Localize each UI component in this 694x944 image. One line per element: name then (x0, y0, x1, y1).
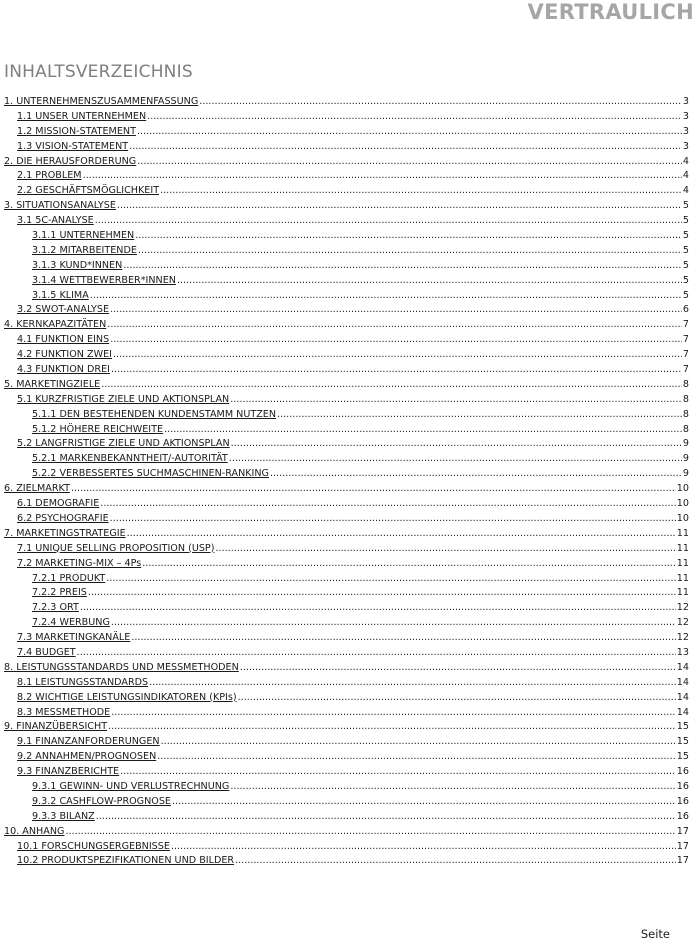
toc-entry-title[interactable]: 7.2.3 ORT (32, 602, 79, 614)
toc-dot-leader (230, 393, 682, 408)
toc-entry[interactable] (4, 259, 689, 274)
toc-entry-page[interactable]: 9 (682, 468, 689, 480)
toc-entry-title[interactable]: 3.1.5 KLIMA (32, 289, 89, 301)
toc-entry-page[interactable]: 4 (682, 185, 689, 197)
toc-entry[interactable] (4, 527, 689, 542)
toc-entry-title[interactable]: 6.1 DEMOGRAFIE (17, 498, 100, 510)
toc-dot-leader (230, 780, 675, 795)
toc-dot-leader (277, 408, 682, 423)
toc-entry-title[interactable]: 2. DIE HERAUSFORDERUNG (4, 155, 137, 167)
toc-entry-page[interactable]: 8 (682, 408, 689, 420)
toc-entry-title[interactable]: 5.1 KURZFRISTIGE ZIELE UND AKTIONSPLAN (17, 393, 230, 405)
toc-entry[interactable] (4, 95, 689, 110)
toc-dot-leader (270, 467, 682, 482)
toc-entry-title[interactable]: 9.2 ANNAHMEN/PROGNOSEN (17, 751, 157, 763)
toc-entry[interactable] (4, 601, 689, 616)
toc-entry-page[interactable]: 5 (682, 244, 689, 256)
toc-entry[interactable] (4, 199, 689, 214)
toc-entry-page[interactable]: 15 (676, 736, 689, 748)
toc-entry-page[interactable]: 11 (676, 527, 689, 539)
toc-entry-page[interactable]: 8 (682, 423, 689, 435)
toc-entry-page[interactable]: 10 (676, 498, 689, 510)
toc-entry-title[interactable]: 1. UNTERNEHMENSZUSAMMENFASSUNG (4, 96, 199, 107)
toc-entry-title[interactable]: 6.2 PSYCHOGRAFIE (17, 512, 109, 524)
toc-dot-leader (117, 199, 682, 214)
toc-entry[interactable] (4, 825, 689, 840)
toc-dot-leader (101, 378, 682, 393)
toc-dot-leader (96, 810, 676, 825)
toc-dot-leader (111, 363, 682, 378)
toc-entry-title[interactable]: 8.1 LEISTUNGSSTANDARDS (17, 676, 149, 688)
toc-entry-title[interactable]: 7.2 MARKETING-MIX – 4Ps (17, 557, 142, 569)
confidential-label: VERTRAULICH (527, 0, 694, 24)
toc-entry-page[interactable]: 4 (682, 170, 689, 182)
toc-entry-page[interactable]: 11 (676, 542, 689, 554)
toc-dot-leader (65, 825, 675, 840)
toc-entry[interactable] (4, 378, 689, 393)
toc-entry-page[interactable]: 5 (682, 200, 689, 212)
toc-entry[interactable] (4, 735, 689, 750)
toc-dot-leader (88, 586, 676, 601)
toc-entry-title[interactable]: 5.1.2 HÖHERE REICHWEITE (32, 423, 164, 435)
toc-entry[interactable] (4, 214, 689, 229)
toc-dot-leader (177, 274, 682, 289)
toc-entry-title[interactable]: 3.1.1 UNTERNEHMEN (32, 230, 135, 242)
toc-entry-page[interactable]: 10 (676, 483, 689, 495)
toc-entry[interactable] (4, 169, 689, 184)
toc-dot-leader (157, 750, 676, 765)
toc-entry[interactable] (4, 393, 689, 408)
toc-entry[interactable] (4, 854, 689, 869)
toc-entry[interactable] (4, 140, 689, 155)
toc-entry-title[interactable]: 6. ZIELMARKT (4, 483, 70, 495)
toc-dot-leader (106, 572, 676, 587)
toc-entry[interactable] (4, 363, 689, 378)
toc-entry-page[interactable]: 7 (682, 364, 689, 376)
toc-entry-title[interactable]: 9.3 FINANZBERICHTE (17, 766, 120, 778)
toc-dot-leader (95, 214, 682, 229)
toc-entry[interactable] (4, 437, 689, 452)
toc-entry[interactable] (4, 661, 689, 676)
toc-entry-page[interactable]: 11 (676, 587, 689, 599)
toc-entry-title[interactable]: 1.3 VISION-STATEMENT (17, 140, 129, 152)
toc-entry[interactable] (4, 676, 689, 691)
toc-entry-page[interactable]: 15 (676, 751, 689, 763)
toc-entry-title[interactable]: 9.3.3 BILANZ (32, 810, 95, 822)
toc-entry-title[interactable]: 9.3.1 GEWINN- UND VERLUSTRECHNUNG (32, 780, 230, 792)
toc-dot-leader (120, 765, 676, 780)
toc-entry-page[interactable]: 3 (682, 110, 689, 122)
toc-dot-leader (149, 676, 676, 691)
toc-entry-page[interactable]: 14 (676, 676, 689, 688)
toc-dot-leader (138, 244, 682, 259)
toc-entry-title[interactable]: 8.2 WICHTIGE LEISTUNGSINDIKATOREN (KPIs) (17, 691, 237, 703)
toc-entry[interactable] (4, 840, 689, 855)
toc-dot-leader (172, 795, 676, 810)
toc-dot-leader (108, 720, 676, 735)
toc-entry[interactable] (4, 795, 689, 810)
toc-dot-leader (100, 497, 676, 512)
toc-dot-leader (135, 229, 682, 244)
toc-entry-title[interactable]: 3. SITUATIONSANALYSE (4, 200, 116, 212)
toc-entry[interactable] (4, 408, 689, 423)
toc-entry-title[interactable]: 5.2 LANGFRISTIGE ZIELE UND AKTIONSPLAN (17, 438, 230, 450)
toc-entry-title[interactable]: 7.2.2 PREIS (32, 587, 87, 599)
toc-entry-page[interactable]: 7 (682, 334, 689, 346)
toc-entry-title[interactable]: 10. ANHANG (4, 825, 65, 837)
toc-entry[interactable] (4, 155, 689, 170)
toc-dot-leader (231, 437, 682, 452)
toc-entry-page[interactable]: 7 (682, 349, 689, 361)
toc-entry-title[interactable]: 7. MARKETINGSTRATEGIE (4, 527, 126, 539)
toc-entry-title[interactable]: 5.2.1 MARKENBEKANNTHEIT/-AUTORITÄT (32, 453, 228, 465)
toc-dot-leader (160, 184, 682, 199)
toc-entry-page[interactable]: 12 (676, 617, 689, 629)
toc-entry-title[interactable]: 4.2 FUNKTION ZWEI (17, 349, 112, 361)
toc-entry-page[interactable]: 8 (682, 393, 689, 405)
toc-entry-page[interactable]: 14 (676, 691, 689, 703)
toc-dot-leader (77, 646, 676, 661)
toc-dot-leader (142, 557, 676, 572)
toc-entry[interactable] (4, 289, 689, 304)
toc-dot-leader (113, 348, 682, 363)
toc-entry[interactable] (4, 184, 689, 199)
toc-dot-leader (123, 259, 682, 274)
toc-entry[interactable] (4, 586, 689, 601)
toc-dot-leader (199, 95, 682, 110)
toc-dot-leader (110, 333, 682, 348)
toc-dot-leader (80, 601, 676, 616)
toc-dot-leader (71, 482, 676, 497)
toc-entry[interactable] (4, 110, 689, 125)
toc-entry-title[interactable]: 7.2.1 PRODUKT (32, 572, 106, 584)
toc-entry-page[interactable]: 9 (682, 438, 689, 450)
toc-dot-leader (240, 661, 676, 676)
toc-entry[interactable] (4, 467, 689, 482)
toc-entry-page[interactable]: 12 (676, 602, 689, 614)
toc-entry[interactable] (4, 542, 689, 557)
toc-entry-title[interactable]: 7.4 BUDGET (17, 646, 76, 658)
toc-dot-leader (229, 452, 682, 467)
toc-entry[interactable] (4, 303, 689, 318)
toc-dot-leader (171, 840, 676, 855)
toc-entry-page[interactable]: 10 (676, 512, 689, 524)
toc-entry-title[interactable]: 8. LEISTUNGSSTANDARDS UND MESSMETHODEN (4, 661, 239, 673)
toc-entry-title[interactable]: 2.1 PROBLEM (17, 170, 82, 182)
toc-entry-title[interactable]: 4.1 FUNKTION EINS (17, 334, 110, 346)
toc-entry-page[interactable]: 16 (676, 780, 689, 792)
toc-entry-page[interactable]: 5 (682, 274, 689, 286)
toc-entry-page[interactable]: 17 (676, 840, 689, 852)
toc-entry-page[interactable]: 9 (682, 453, 689, 465)
toc-entry-title[interactable]: 1.2 MISSION-STATEMENT (17, 125, 136, 137)
toc-entry-title[interactable]: 7.3 MARKETINGKANÄLE (17, 632, 131, 644)
toc-entry[interactable] (4, 810, 689, 825)
toc-dot-leader (161, 735, 676, 750)
toc-entry[interactable] (4, 572, 689, 587)
toc-dot-leader (235, 854, 676, 869)
toc-dot-leader (147, 110, 682, 125)
toc-entry-title[interactable]: 10.2 PRODUKTSPEZIFIKATIONEN UND BILDER (17, 855, 235, 867)
toc-dot-leader (137, 155, 682, 170)
toc-entry[interactable] (4, 616, 689, 631)
toc-entry-page[interactable]: 7 (682, 319, 689, 331)
toc-entry[interactable] (4, 706, 689, 721)
toc-entry-title[interactable]: 3.1.3 KUND*INNEN (32, 259, 123, 271)
toc-entry-page[interactable]: 3 (682, 125, 689, 137)
toc-dot-leader (127, 527, 676, 542)
toc-entry-page[interactable]: 16 (676, 810, 689, 822)
toc-dot-leader (90, 289, 682, 304)
toc-dot-leader (111, 706, 676, 721)
toc-dot-leader (131, 631, 675, 646)
toc-heading: INHALTSVERZEICHNIS (4, 62, 193, 82)
toc-entry[interactable] (4, 229, 689, 244)
toc-entry-title[interactable]: 3.2 SWOT-ANALYSE (17, 304, 110, 316)
toc-entry-title[interactable]: 9. FINANZÜBERSICHT (4, 721, 108, 733)
toc-entry-title[interactable]: 7.2.4 WERBUNG (32, 617, 110, 629)
toc-entry-title[interactable]: 9.3.2 CASHFLOW-PROGNOSE (32, 795, 171, 807)
toc-entry[interactable] (4, 631, 689, 646)
toc-entry[interactable] (4, 720, 689, 735)
toc-entry[interactable] (4, 423, 689, 438)
toc-entry-title[interactable]: 5.2.2 VERBESSERTES SUCHMASCHINEN-RANKING (32, 468, 269, 480)
toc-dot-leader (83, 169, 682, 184)
toc-dot-leader (164, 423, 682, 438)
toc-entry-page[interactable]: 6 (682, 304, 689, 316)
toc-entry[interactable] (4, 452, 689, 467)
toc-entry-page[interactable]: 3 (682, 140, 689, 152)
toc-entry-title[interactable]: 1.1 UNSER UNTERNEHMEN (17, 110, 147, 122)
toc-entry-page[interactable]: 8 (682, 378, 689, 390)
toc-entry-page[interactable]: 16 (676, 766, 689, 778)
toc-entry[interactable] (4, 557, 689, 572)
toc-dot-leader (110, 512, 676, 527)
toc-entry-title[interactable]: 5.1.1 DEN BESTEHENDEN KUNDENSTAMM NUTZEN (32, 408, 277, 420)
toc-entry-page[interactable]: 3 (682, 96, 689, 107)
toc-entry[interactable] (4, 274, 689, 289)
toc-entry-title[interactable]: 4. KERNKAPAZITÄTEN (4, 319, 107, 331)
toc-entry-page[interactable]: 11 (676, 557, 689, 569)
toc-entry[interactable] (4, 750, 689, 765)
toc-entry-page[interactable]: 5 (682, 259, 689, 271)
toc-dot-leader (137, 125, 682, 140)
toc-dot-leader (111, 616, 676, 631)
toc-entry-page[interactable]: 5 (682, 215, 689, 227)
toc-entry-page[interactable]: 17 (676, 825, 689, 837)
toc-entry-page[interactable]: 5 (682, 289, 689, 301)
toc-dot-leader (110, 303, 682, 318)
toc-entry[interactable] (4, 244, 689, 259)
toc-dot-leader (129, 140, 682, 155)
toc-entry-page[interactable]: 14 (676, 706, 689, 718)
toc-entry-page[interactable]: 5 (682, 230, 689, 242)
toc-entry-title[interactable]: 3.1.2 MITARBEITENDE (32, 244, 137, 256)
toc-dot-leader (215, 542, 675, 557)
toc-entry-title[interactable]: 2.2 GESCHÄFTSMÖGLICHKEIT (17, 185, 160, 197)
toc-entry-title[interactable]: 5. MARKETINGZIELE (4, 378, 101, 390)
toc-entry-title[interactable]: 10.1 FORSCHUNGSERGEBNISSE (17, 840, 170, 852)
table-of-contents (4, 95, 689, 869)
toc-dot-leader (107, 318, 682, 333)
toc-entry[interactable] (4, 780, 689, 795)
page-label: Seite (640, 927, 670, 941)
toc-entry-page[interactable]: 14 (676, 661, 689, 673)
toc-entry-title[interactable]: 3.1.4 WETTBEWERBER*INNEN (32, 274, 176, 286)
toc-entry-page[interactable]: 15 (676, 721, 689, 733)
toc-entry-page[interactable]: 11 (676, 572, 689, 584)
toc-entry-page[interactable]: 13 (676, 646, 689, 658)
toc-entry[interactable] (4, 125, 689, 140)
toc-entry-title[interactable]: 7.1 UNIQUE SELLING PROPOSITION (USP) (17, 542, 215, 554)
toc-entry[interactable] (4, 318, 689, 333)
toc-entry-page[interactable]: 16 (676, 795, 689, 807)
toc-entry-title[interactable]: 9.1 FINANZANFORDERUNGEN (17, 736, 160, 748)
toc-entry-page[interactable]: 12 (676, 632, 689, 644)
toc-entry[interactable] (4, 646, 689, 661)
toc-entry-page[interactable]: 17 (676, 855, 689, 867)
toc-entry-title[interactable]: 8.3 MESSMETHODE (17, 706, 111, 718)
toc-entry[interactable] (4, 333, 689, 348)
toc-entry[interactable] (4, 497, 689, 512)
toc-entry[interactable] (4, 765, 689, 780)
toc-entry-title[interactable]: 3.1 5C-ANALYSE (17, 215, 94, 227)
toc-dot-leader (238, 691, 676, 706)
toc-entry-title[interactable]: 4.3 FUNKTION DREI (17, 364, 110, 376)
toc-entry-page[interactable]: 4 (682, 155, 689, 167)
toc-entry[interactable] (4, 348, 689, 363)
toc-entry[interactable] (4, 691, 689, 706)
toc-entry[interactable] (4, 482, 689, 497)
toc-entry[interactable] (4, 512, 689, 527)
